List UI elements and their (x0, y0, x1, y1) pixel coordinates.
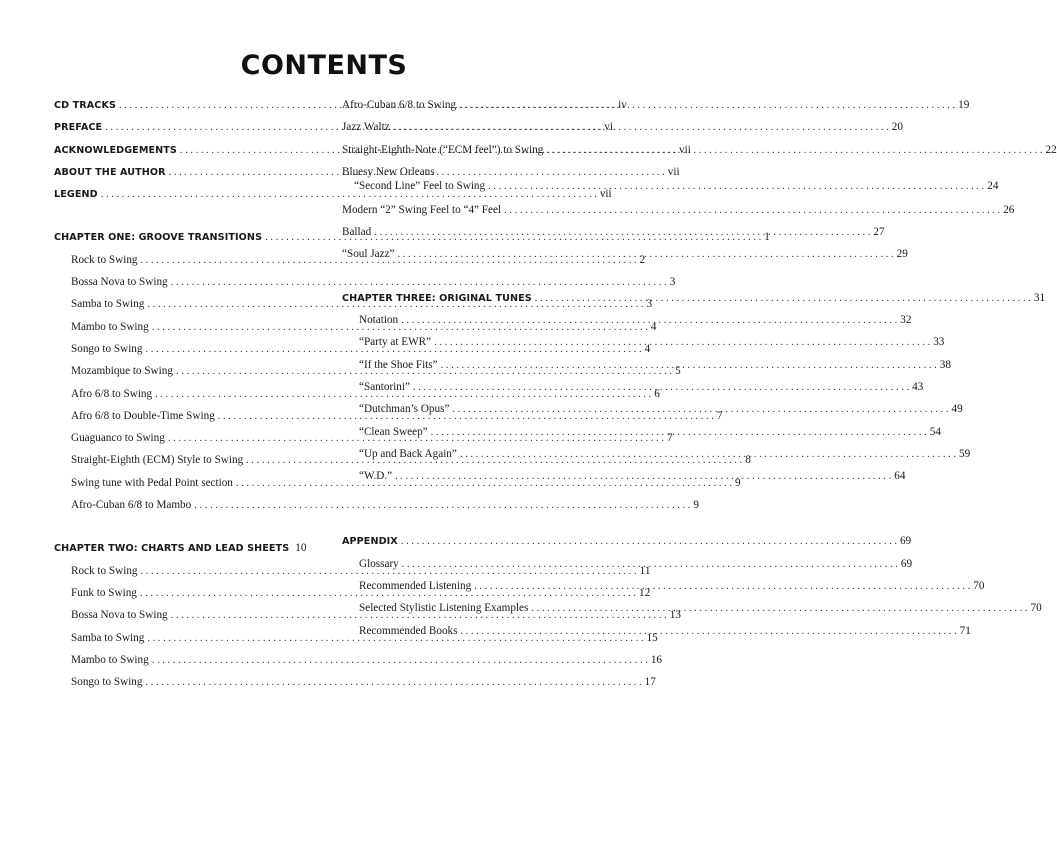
leader-dots (535, 288, 1031, 310)
toc-page: 54 (929, 425, 941, 438)
leader-dots (398, 244, 894, 266)
toc-label: “W.D.” (359, 470, 393, 483)
toc-page: 9 (735, 476, 741, 489)
toc-page: 5 (675, 365, 681, 378)
toc-page: 1 (764, 231, 770, 244)
leader-dots (474, 576, 970, 598)
leader-dots (452, 399, 948, 421)
toc-entry[interactable] (342, 465, 906, 487)
toc-page: 24 (987, 179, 999, 192)
toc-page: 26 (1003, 203, 1015, 216)
toc-page: 69 (899, 535, 912, 548)
toc-page: 69 (900, 557, 913, 570)
toc-label: Songo to Swing (71, 342, 143, 355)
toc-page: 19 (958, 99, 970, 111)
toc-page: 70 (1030, 602, 1042, 615)
toc-label: Mambo to Swing (71, 320, 149, 333)
leader-dots (460, 444, 956, 466)
toc-page: 9 (693, 499, 699, 512)
toc-entry[interactable] (342, 354, 951, 376)
leader-dots (146, 672, 642, 694)
toc-entry[interactable] (54, 271, 676, 293)
toc-label: Songo to Swing (71, 676, 143, 689)
toc-label: Afro-Cuban 6/8 to Mambo (71, 499, 192, 512)
toc-label: Bossa Nova to Swing (71, 276, 168, 289)
toc-label: Straight-Eighth-Note (“ECM feel”) to Swing (342, 143, 544, 156)
toc-page: 31 (1033, 291, 1046, 304)
toc-page: 7 (666, 432, 673, 445)
toc-page: vii (599, 188, 612, 201)
toc-page: 64 (894, 470, 906, 483)
leader-dots (395, 466, 891, 488)
toc-label: Samba to Swing (71, 298, 145, 311)
toc-page: 16 (650, 653, 663, 666)
leader-dots (393, 117, 889, 139)
toc-label: Recommended Books (359, 624, 458, 637)
toc-label: CHAPTER ONE: GROOVE TRANSITIONS (54, 232, 263, 244)
toc-page: 2 (639, 253, 646, 266)
leader-dots (504, 200, 1000, 222)
toc-page: 7 (716, 409, 723, 422)
toc-entry[interactable] (342, 376, 924, 398)
toc-page: 15 (646, 631, 658, 644)
leader-dots (531, 598, 1027, 620)
toc-entry[interactable] (342, 309, 912, 331)
toc-label: Rock to Swing (71, 253, 138, 266)
toc-label: Glossary (359, 557, 399, 570)
toc-page: vi (604, 121, 613, 134)
toc-entry[interactable] (342, 398, 963, 420)
leader-dots (459, 95, 955, 117)
toc-appendix[interactable] (342, 530, 912, 552)
toc-label: Afro 6/8 to Double-Time Swing (71, 409, 215, 422)
leader-dots (546, 140, 1042, 162)
toc-page: 32 (900, 314, 912, 327)
toc-label: CD TRACKS (54, 100, 116, 111)
leader-dots (434, 332, 930, 354)
toc-page: 38 (939, 358, 951, 371)
toc-label: Bluesy New Orleans (342, 165, 435, 178)
leader-dots (431, 422, 927, 444)
toc-label: Samba to Swing (71, 631, 145, 644)
toc-label: PREFACE (54, 122, 103, 134)
toc-label: ABOUT THE AUTHOR (54, 166, 166, 178)
toc-entry[interactable] (54, 671, 656, 693)
toc-page: 12 (639, 586, 651, 599)
toc-label: ACKNOWLEDGEMENTS (54, 144, 177, 156)
toc-page: 4 (650, 320, 657, 333)
toc-label: “Party at EWR” (359, 336, 432, 349)
toc-label: APPENDIX (342, 536, 398, 548)
toc-page: 6 (654, 387, 660, 400)
toc-label: Ballad (342, 226, 372, 239)
toc-page: 8 (745, 454, 751, 467)
toc-label: CHAPTER TWO: CHARTS AND LEAD SHEETS (54, 543, 290, 555)
toc-label-line2: “Second Line” Feel to Swing (354, 179, 486, 192)
toc-label: Mozambique to Swing (71, 365, 173, 378)
toc-page: iv (618, 99, 627, 111)
toc-entry[interactable] (54, 494, 699, 516)
toc-label: Mambo to Swing (71, 653, 149, 666)
toc-page: 71 (959, 624, 971, 637)
leader-dots (441, 355, 937, 377)
toc-label: Guaguanco to Swing (71, 432, 165, 445)
leader-dots (402, 554, 898, 576)
toc-page: 59 (958, 447, 971, 460)
leader-dots (461, 621, 957, 643)
toc-label: Notation (359, 314, 399, 327)
toc-label: Swing tune with Pedal Point section (71, 476, 233, 489)
toc-page: 11 (639, 564, 651, 577)
toc-chapter-two[interactable] (54, 537, 305, 559)
toc-label: “If the Shoe Fits” (359, 358, 438, 371)
toc-page: 3 (669, 276, 676, 289)
toc-label: CHAPTER THREE: ORIGINAL TUNES (342, 292, 532, 304)
toc-label: LEGEND (54, 189, 98, 201)
toc-page: 10 (295, 542, 307, 555)
leader-dots (401, 531, 897, 553)
toc-page: 17 (644, 676, 656, 689)
toc-entry[interactable] (342, 331, 945, 353)
toc-page: 4 (644, 342, 651, 355)
toc-label: Afro-Cuban 6/8 to Swing (342, 99, 457, 111)
toc-label: Recommended Listening (359, 580, 472, 593)
toc-label: Modern “2” Swing Feel to “4” Feel (342, 203, 502, 216)
toc-page: vii (667, 165, 680, 178)
toc-label: “Up and Back Again” (359, 447, 457, 460)
toc-label: Jazz Waltz (342, 121, 390, 134)
toc-page: vii (679, 143, 691, 156)
leader-dots (374, 222, 870, 244)
toc-label: “Clean Sweep” (359, 425, 428, 438)
toc-label: Straight-Eighth (ECM) Style to Swing (71, 454, 244, 467)
toc-entry[interactable] (342, 221, 885, 243)
toc-page: 70 (973, 580, 985, 593)
toc-label: Selected Stylistic Listening Examples (359, 602, 529, 615)
leader-dots (413, 377, 909, 399)
toc-label: “Soul Jazz” (342, 248, 395, 261)
toc-label: Afro 6/8 to Swing (71, 387, 153, 400)
toc-label: Funk to Swing (71, 586, 137, 599)
toc-label: “Santorini” (359, 380, 410, 393)
page-title: CONTENTS (240, 50, 408, 81)
toc-entry[interactable] (342, 443, 971, 465)
toc-entry[interactable] (54, 649, 663, 671)
toc-page: 20 (891, 121, 903, 134)
toc-entry[interactable] (342, 243, 908, 265)
toc-label: “Dutchman’s Opus” (359, 403, 450, 416)
toc-page: 29 (896, 248, 908, 261)
toc-page: 33 (933, 336, 945, 349)
leader-dots (401, 310, 897, 332)
toc-entry[interactable] (342, 199, 1015, 221)
toc-entry[interactable] (342, 421, 941, 443)
toc-page: 3 (646, 298, 653, 311)
toc-label: Bossa Nova to Swing (71, 609, 168, 622)
toc-page: 43 (912, 380, 924, 393)
toc-chapter-three[interactable] (342, 287, 1046, 309)
toc-label: Rock to Swing (71, 564, 138, 577)
leader-dots (488, 180, 984, 194)
leader-dots (152, 650, 648, 672)
toc-page: 22 (1045, 143, 1057, 156)
toc-page: 49 (951, 403, 963, 416)
toc-page: 27 (873, 226, 885, 239)
toc-page: 13 (669, 609, 681, 622)
